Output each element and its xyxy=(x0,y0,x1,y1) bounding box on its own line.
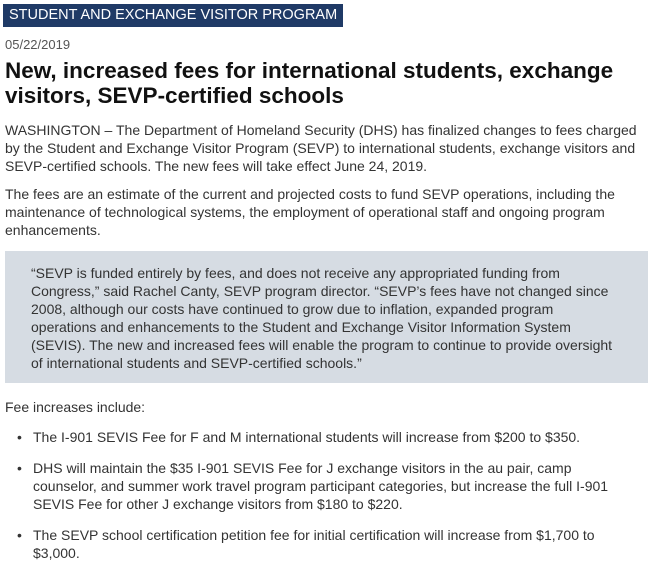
body-paragraph-2: The fees are an estimate of the current and projected costs to fund SEVP operations, including the maintenance of technological systems, the employment of operational staff and ongoing program enhancements. xyxy=(5,186,615,238)
fee-item-text: The I-901 SEVIS Fee for F and M international students will increase from $200 to $350. xyxy=(33,429,581,445)
fee-item xyxy=(14,459,634,513)
bullet-icon: • xyxy=(17,527,22,543)
director-quote: “SEVP is funded entirely by fees, and does not receive any appropriated funding from Congress,” said Rachel Canty, SEVP program director. “SEVP’s fees have not changed since 2008, although our costs have continued to grow due to inflation, expanded program operations and enhancements to the Student and Exchange Visitor Information System (SEVIS). The new and increased fees will enable the program to continue to provide oversight of international students and SEVP-certified schools.” xyxy=(31,265,613,371)
program-banner: STUDENT AND EXCHANGE VISITOR PROGRAM xyxy=(3,4,343,27)
release-date: 05/22/2019 xyxy=(5,37,71,52)
fee-item-text: The SEVP school certification petition fee for initial certification will increase from $1,700 to $3,000. xyxy=(33,527,595,561)
body-paragraph-1: WASHINGTON – The Department of Homeland Security (DHS) has finalized changes to fees charged by the Student and Exchange Visitor Program (SEVP) to international students, exchange visitors and SEVP-certified schools. The new fees will take effect June 24, 2019. xyxy=(5,122,637,174)
bullet-icon: • xyxy=(17,460,22,476)
bullet-icon: • xyxy=(17,429,22,445)
headline: New, increased fees for international students, exchange visitors, SEVP-certified schools xyxy=(5,58,614,108)
quote-box xyxy=(5,251,648,383)
fee-item xyxy=(14,526,634,562)
fee-item xyxy=(14,428,634,446)
fee-list xyxy=(14,428,634,575)
fee-item-text: DHS will maintain the $35 I-901 SEVIS Fee for J exchange visitors in the au pair, camp counselor, and summer work travel program participant categories, but increase the full I-901 SEVIS Fee for other J exchange visitors from $180 to $220. xyxy=(33,460,609,512)
fee-intro: Fee increases include: xyxy=(5,399,146,415)
